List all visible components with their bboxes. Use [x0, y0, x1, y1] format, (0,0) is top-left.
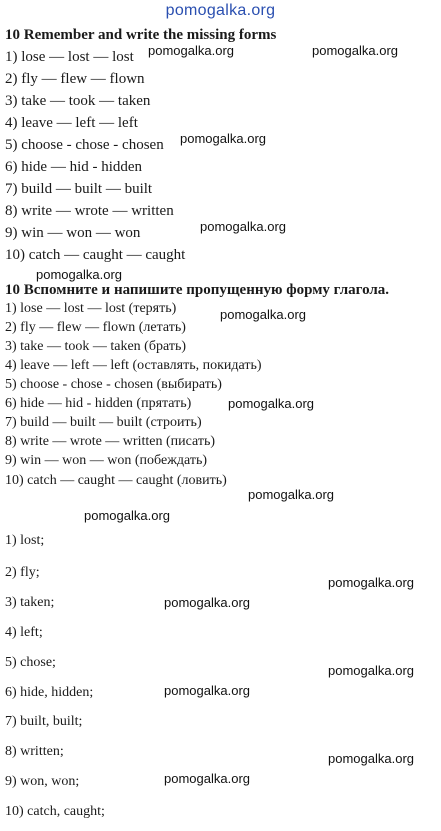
- section2-line: 6) hide — hid - hidden (прятать): [5, 396, 192, 411]
- watermark: pomogalka.org: [36, 267, 122, 282]
- answer-line: 4) left;: [5, 625, 43, 640]
- watermark: pomogalka.org: [84, 508, 170, 523]
- watermark: pomogalka.org: [228, 396, 314, 411]
- section2-line: 2) fly — flew — flown (летать): [5, 320, 186, 335]
- watermark: pomogalka.org: [312, 43, 398, 58]
- section1-line: 3) take — took — taken: [5, 93, 151, 109]
- section2-line: 3) take — took — taken (брать): [5, 339, 186, 354]
- section1-heading: 10 Remember and write the missing forms: [5, 27, 277, 43]
- answer-line: 2) fly;: [5, 565, 40, 580]
- answer-line: 7) built, built;: [5, 714, 83, 729]
- answer-line: 5) chose;: [5, 655, 56, 670]
- watermark: pomogalka.org: [148, 43, 234, 58]
- section1-line: 4) leave — left — left: [5, 115, 138, 131]
- watermark: pomogalka.org: [328, 663, 414, 678]
- watermark: pomogalka.org: [328, 751, 414, 766]
- section2-line: 8) write — wrote — written (писать): [5, 434, 216, 449]
- section1-line: 5) choose - chose - chosen: [5, 137, 164, 153]
- watermark: pomogalka.org: [164, 683, 250, 698]
- watermark: pomogalka.org: [164, 771, 250, 786]
- section1-line: 8) write — wrote — written: [5, 203, 174, 219]
- watermark: pomogalka.org: [200, 219, 286, 234]
- watermark: pomogalka.org: [180, 131, 266, 146]
- section1-line: 7) build — built — built: [5, 181, 153, 197]
- answer-line: 9) won, won;: [5, 774, 80, 789]
- section1-line: 2) fly — flew — flown: [5, 71, 145, 87]
- header-watermark: pomogalka.org: [165, 2, 276, 19]
- section2-line: 5) choose - chose - chosen (выбирать): [5, 377, 222, 392]
- watermark: pomogalka.org: [164, 595, 250, 610]
- answer-line: 8) written;: [5, 744, 64, 759]
- section2-line: 7) build — built — built (строить): [5, 415, 202, 430]
- answer-line: 6) hide, hidden;: [5, 685, 94, 700]
- answer-line: 3) taken;: [5, 595, 55, 610]
- section2-line: 10) catch — caught — caught (ловить): [5, 473, 227, 488]
- answer-line: 1) lost;: [5, 533, 45, 548]
- section1-line: 6) hide — hid - hidden: [5, 159, 143, 175]
- section1-line: 9) win — won — won: [5, 225, 141, 241]
- watermark: pomogalka.org: [248, 487, 334, 502]
- section1-line: 1) lose — lost — lost: [5, 49, 134, 65]
- section2-line: 1) lose — lost — lost (терять): [5, 301, 177, 316]
- watermark: pomogalka.org: [328, 575, 414, 590]
- section2-line: 4) leave — left — left (оставлять, покидать): [5, 358, 262, 373]
- section1-line: 10) catch — caught — caught: [5, 247, 186, 263]
- section2-heading: 10 Вспомните и напишите пропущенную форму глагола.: [5, 282, 390, 298]
- section2-line: 9) win — won — won (побеждать): [5, 453, 208, 468]
- answer-line: 10) catch, caught;: [5, 804, 105, 819]
- watermark: pomogalka.org: [220, 307, 306, 322]
